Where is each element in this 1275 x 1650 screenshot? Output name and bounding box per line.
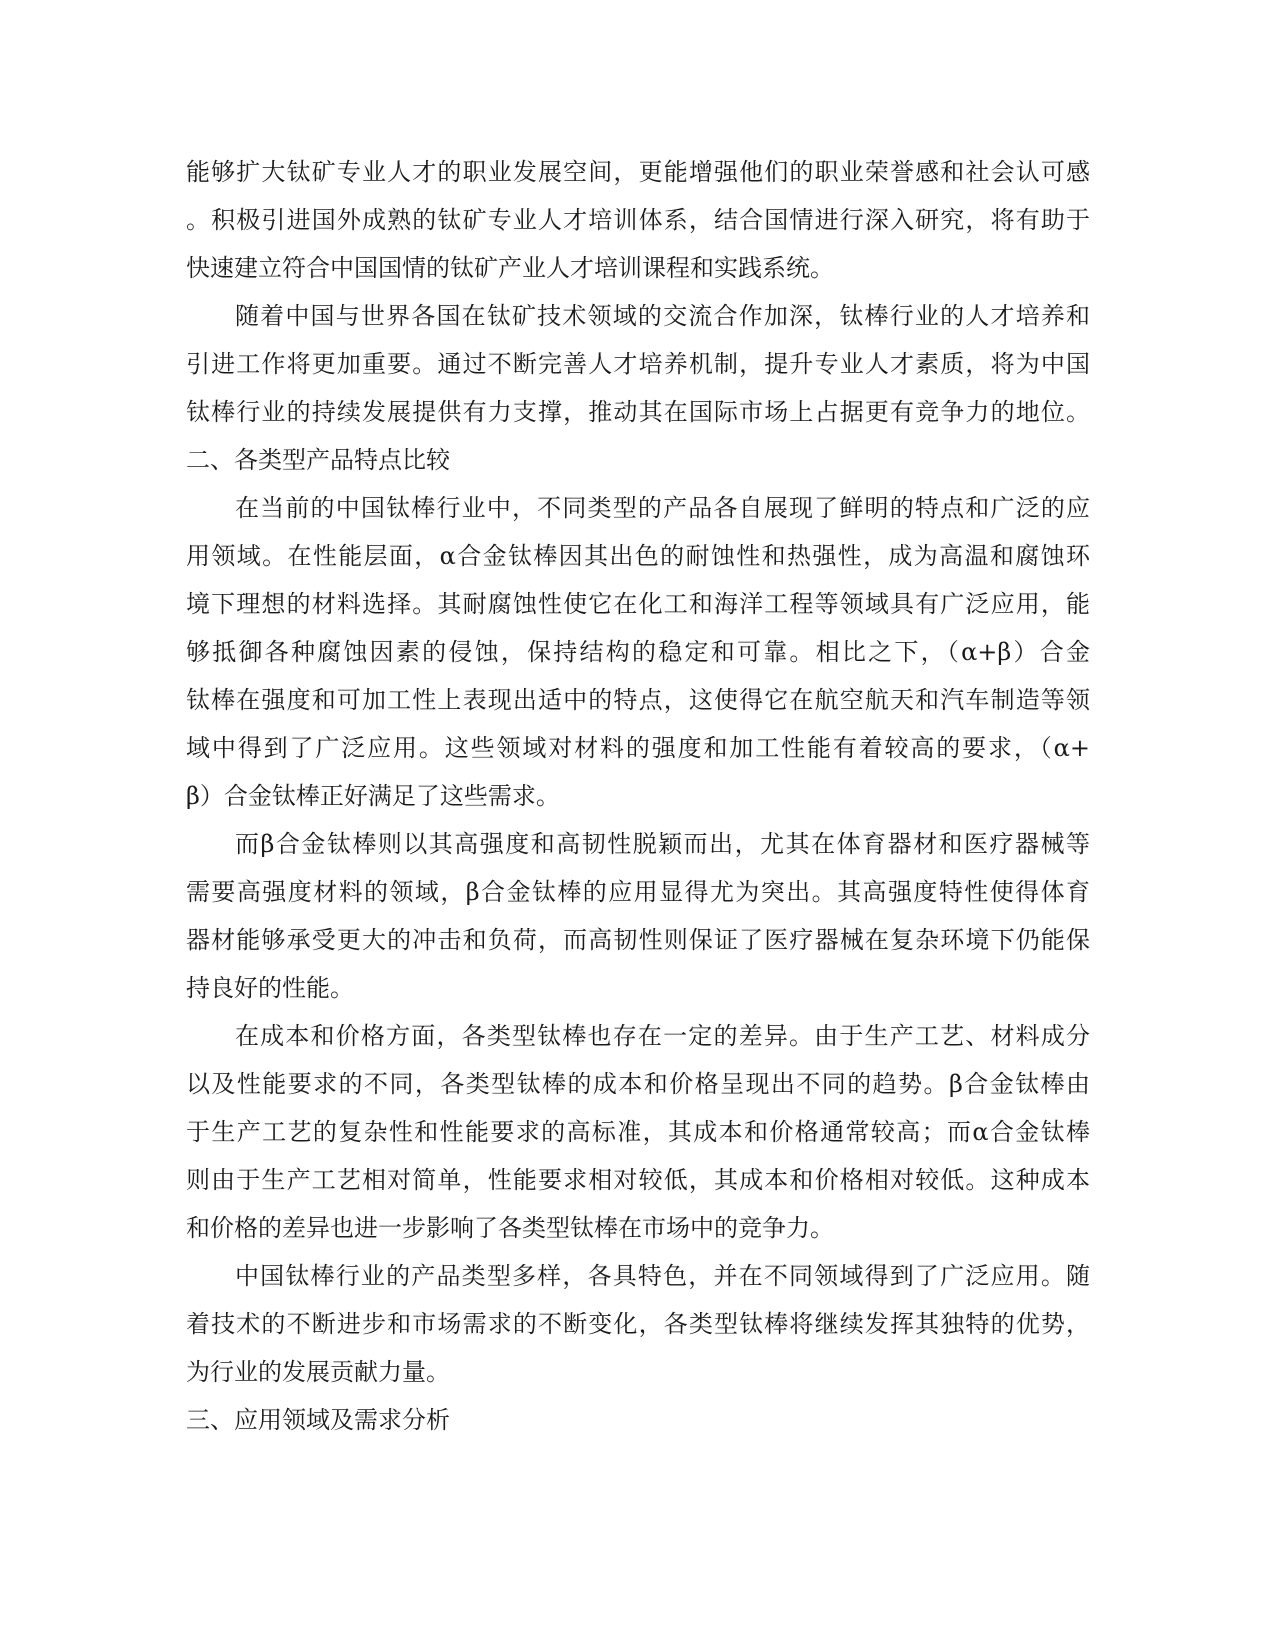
text-line: 则由于生产工艺相对简单，性能要求相对较低，其成本和价格相对较低。这种成本 xyxy=(186,1166,1090,1194)
document-body xyxy=(186,148,1090,1444)
text-line: 境下理想的材料选择。其耐腐蚀性使它在化工和海洋工程等领域具有广泛应用，能 xyxy=(186,590,1090,618)
text-line: 着技术的不断进步和市场需求的不断变化，各类型钛棒将继续发挥其独特的优势， xyxy=(186,1310,1090,1338)
text-line: 以及性能要求的不同，各类型钛棒的成本和价格呈现出不同的趋势。β合金钛棒由 xyxy=(186,1070,1090,1098)
paragraph-first-line: 中国钛棒行业的产品类型多样，各具特色，并在不同领域得到了广泛应用。随 xyxy=(235,1262,1090,1290)
text-line: β）合金钛棒正好满足了这些需求。 xyxy=(186,782,560,810)
paragraph-first-line: 而β合金钛棒则以其高强度和高韧性脱颖而出，尤其在体育器材和医疗器械等 xyxy=(235,830,1090,858)
text-line: 持良好的性能。 xyxy=(186,974,354,1002)
text-line: 钛棒在强度和可加工性上表现出适中的特点，这使得它在航空航天和汽车制造等领 xyxy=(186,686,1090,714)
text-line: 能够扩大钛矿专业人才的职业发展空间，更能增强他们的职业荣誉感和社会认可感 xyxy=(186,158,1090,186)
text-line: 。积极引进国外成熟的钛矿专业人才培训体系，结合国情进行深入研究，将有助于 xyxy=(186,206,1090,234)
section-heading: 三、应用领域及需求分析 xyxy=(186,1406,450,1434)
paragraph-first-line: 在当前的中国钛棒行业中，不同类型的产品各自展现了鲜明的特点和广泛的应 xyxy=(235,494,1090,522)
text-line: 用领域。在性能层面，α合金钛棒因其出色的耐蚀性和热强性，成为高温和腐蚀环 xyxy=(186,542,1090,570)
paragraph-first-line: 在成本和价格方面，各类型钛棒也存在一定的差异。由于生产工艺、材料成分 xyxy=(235,1022,1090,1050)
text-line: 快速建立符合中国国情的钛矿产业人才培训课程和实践系统。 xyxy=(186,254,834,282)
text-line: 于生产工艺的复杂性和性能要求的高标准，其成本和价格通常较高；而α合金钛棒 xyxy=(186,1118,1090,1146)
paragraph-first-line: 随着中国与世界各国在钛矿技术领域的交流合作加深，钛棒行业的人才培养和 xyxy=(235,302,1090,330)
text-line: 器材能够承受更大的冲击和负荷，而高韧性则保证了医疗器械在复杂环境下仍能保 xyxy=(186,926,1090,954)
text-line: 为行业的发展贡献力量。 xyxy=(186,1358,450,1386)
text-line: 够抵御各种腐蚀因素的侵蚀，保持结构的稳定和可靠。相比之下，（α+β）合金 xyxy=(186,638,1090,666)
text-line: 需要高强度材料的领域，β合金钛棒的应用显得尤为突出。其高强度特性使得体育 xyxy=(186,878,1090,906)
text-line: 钛棒行业的持续发展提供有力支撑，推动其在国际市场上占据更有竞争力的地位。 xyxy=(186,398,1090,426)
text-line: 域中得到了广泛应用。这些领域对材料的强度和加工性能有着较高的要求，（α+ xyxy=(186,734,1090,762)
text-line: 引进工作将更加重要。通过不断完善人才培养机制，提升专业人才素质，将为中国 xyxy=(186,350,1090,378)
text-line: 和价格的差异也进一步影响了各类型钛棒在市场中的竞争力。 xyxy=(186,1214,834,1242)
section-heading: 二、各类型产品特点比较 xyxy=(186,446,450,474)
